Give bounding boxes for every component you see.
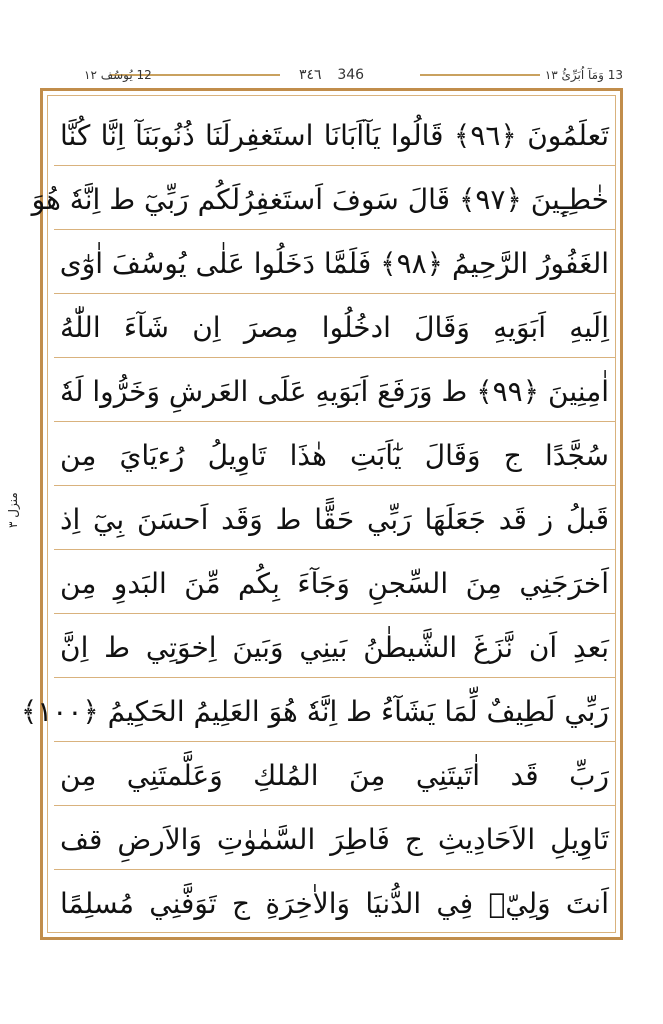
verse-line: قَبلُ ز قَد جَعَلَهَا رَبِّي حَقًّا ط وَقَد اَحسَنَ بِيٓ اِذ: [54, 490, 615, 550]
verse-line: سُجَّدًا ج وَقَالَ يٰٓاَبَتِ هٰذَا تَاوِيلُ رُءيَايَ مِن: [54, 426, 615, 486]
verse-line: اِلَيهِ اَبَوَيهِ وَقَالَ ادخُلُوا مِصرَ اِن شَآءَ اللّٰهُ: [54, 298, 615, 358]
surah-name: 12 يُوسُف ١٢: [84, 68, 152, 82]
page-number-arabic: ٣٤٦: [298, 67, 322, 83]
verse-line: رَبِّ قَد اٰتَيتَنِي مِنَ المُلكِ وَعَلَّمتَنِي مِن: [54, 746, 615, 806]
verse-line: اَخرَجَنِي مِنَ السِّجنِ وَجَآءَ بِكُم مِّنَ البَدوِ مِن: [54, 554, 615, 614]
verse-line: تَعلَمُونَ ﴿٩٦﴾ قَالُوا يَآاَبَانَا استَغفِرلَنَا ذُنُوبَنَآ اِنَّا كُنَّا: [54, 106, 615, 166]
page-number-latin: 346: [337, 67, 365, 83]
manzil-note: منزل ٣: [6, 492, 20, 528]
verse-line: خٰطِـِٕينَ ﴿٩٧﴾ قَالَ سَوفَ اَستَغفِرُلَكُم رَبِّيٓ ط اِنَّهٗ هُوَ: [54, 170, 615, 230]
verse-line: بَعدِ اَن نَّزَغَ الشَّيطٰنُ بَينِي وَبَينَ اِخوَتِي ط اِنَّ: [54, 618, 615, 678]
page-header: [40, 64, 623, 86]
juz-name: 13 وَمَآ اُبَرِّئُ ١٣: [544, 68, 623, 82]
verse-line: اَنتَ وَلِيّٖ فِي الدُّنيَا وَالاٰخِرَةِ ج تَوَفَّنِي مُسلِمًا: [60, 887, 609, 920]
text-frame: [20, 88, 623, 940]
page-number: [40, 64, 623, 86]
verse-line: تَاوِيلِ الاَحَادِيثِ ج فَاطِرَ السَّمٰوٰتِ وَالاَرضِ قف: [54, 810, 615, 870]
verse-line: الغَفُورُ الرَّحِيمُ ﴿٩٨﴾ فَلَمَّا دَخَلُوا عَلٰى يُوسُفَ اٰوٰٓى: [54, 234, 615, 294]
text-frame-inner: [20, 95, 616, 933]
verse-line: اٰمِنِينَ ﴿٩٩﴾ ط وَرَفَعَ اَبَوَيهِ عَلَى العَرشِ وَخَرُّوا لَهٗ: [54, 362, 615, 422]
verse-line: رَبِّي لَطِيفٌ لِّمَا يَشَآءُ ط اِنَّهٗ هُوَ العَلِيمُ الحَكِيمُ ﴿١٠٠﴾: [54, 682, 615, 742]
